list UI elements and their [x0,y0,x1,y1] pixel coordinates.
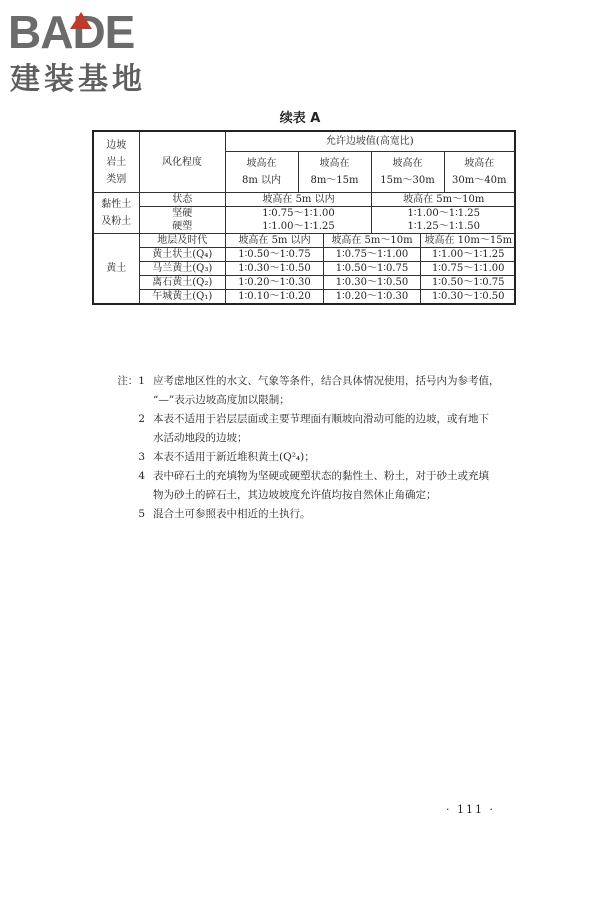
clay-value: 1∶1.25～1∶1.50 [407,221,480,232]
loess-value: 1∶0.10～1∶0.20 [226,290,324,304]
header-category: 边坡 岩土 类别 [93,131,139,193]
note-5: 5 混合土可参照表中相近的土执行。 [138,508,311,520]
loess-category: 黄土 [93,234,139,305]
header-height-4: 坡高在 30m～40m [444,152,515,193]
loess-row [140,290,516,304]
loess-name: 黄土状土(Q₄) [140,248,226,262]
loess-row [140,248,516,262]
header-height-3: 坡高在 15m～30m [371,152,444,193]
header-height-2: 坡高在 8m～15m [298,152,371,193]
loess-row [140,262,516,276]
logo-subtitle: 建装基地 [10,62,146,97]
loess-value: 1∶0.20～1∶0.30 [324,290,421,304]
clay-section [93,193,515,234]
loess-value: 1∶0.30～1∶0.50 [421,290,516,304]
clay-row [140,207,516,221]
header-weathering: 风化程度 [139,131,225,193]
loess-h2-header: 坡高在 5m～10m [324,234,421,248]
clay-block [139,193,515,234]
loess-value: 1∶0.50～1∶0.75 [226,248,324,262]
loess-strata-header: 地层及时代 [140,234,226,248]
note-1: 注：1 应考虑地区性的水文、气象等条件，结合具体情况使用，括号内为参考值， “—”表示边坡高度加以限制； [117,375,500,406]
loess-value: 1∶0.50～1∶0.75 [421,276,516,290]
clay-state: 硬塑 [140,220,226,233]
header-row [93,131,515,152]
slope-table [92,130,516,305]
page-number: · 111 · [446,803,495,816]
loess-name: 马兰黄土(Q₃) [140,262,226,276]
clay-value: 1∶1.00～1∶1.25 [226,220,372,233]
clay-state: 坚硬 [140,207,226,221]
table-notes [115,372,525,524]
loess-value: 1∶0.75～1∶1.00 [421,262,516,276]
clay-row [140,220,516,233]
loess-h1-header: 坡高在 5m 以内 [226,234,324,248]
header-allowable: 允许边坡值(高宽比) [225,131,515,152]
clay-value: 1∶1.00～1∶1.25 [372,207,516,221]
loess-value: 1∶0.75～1∶1.00 [324,248,421,262]
clay-h1-header: 坡高在 5m 以内 [226,193,372,207]
loess-value: 1∶0.50～1∶0.75 [324,262,421,276]
loess-value: 1∶1.00～1∶1.25 [421,248,516,262]
note-2: 2 本表不适用于岩层层面或主要节理面有顺坡向滑动可能的边坡，或有地下 水活动地段的边坡； [138,413,489,444]
loess-value: 1∶0.20～1∶0.30 [226,276,324,290]
loess-name: 离石黄土(Q₂) [140,276,226,290]
clay-h2-header: 坡高在 5m～10m [403,194,485,205]
logo-wordmark: BADE [8,6,135,58]
loess-block [139,234,515,305]
logo-accent-triangle [70,12,92,29]
loess-name: 午城黄土(Q₁) [140,290,226,304]
header-height-1: 坡高在 8m 以内 [225,152,298,193]
clay-state-header: 状态 [140,193,226,207]
loess-row [140,276,516,290]
clay-category: 黏性土 及粉土 [93,193,139,234]
loess-value: 1∶0.30～1∶0.50 [226,262,324,276]
loess-section [93,234,515,305]
table-title: 续表 A [279,111,321,126]
loess-value: 1∶0.30～1∶0.50 [324,276,421,290]
loess-h3-header: 坡高在 10m～15m [424,235,513,246]
note-3: 3 本表不适用于新近堆积黄土(Q²₄)； [138,451,315,463]
note-4: 4 表中碎石土的充填物为坚硬或硬塑状态的黏性土、粉土，对于砂土或充填 物为砂土的碎石土，其边坡坡度允许值均按自然休止角确定； [138,470,489,501]
clay-value: 1∶0.75～1∶1.00 [226,207,372,221]
bade-logo [8,4,183,104]
